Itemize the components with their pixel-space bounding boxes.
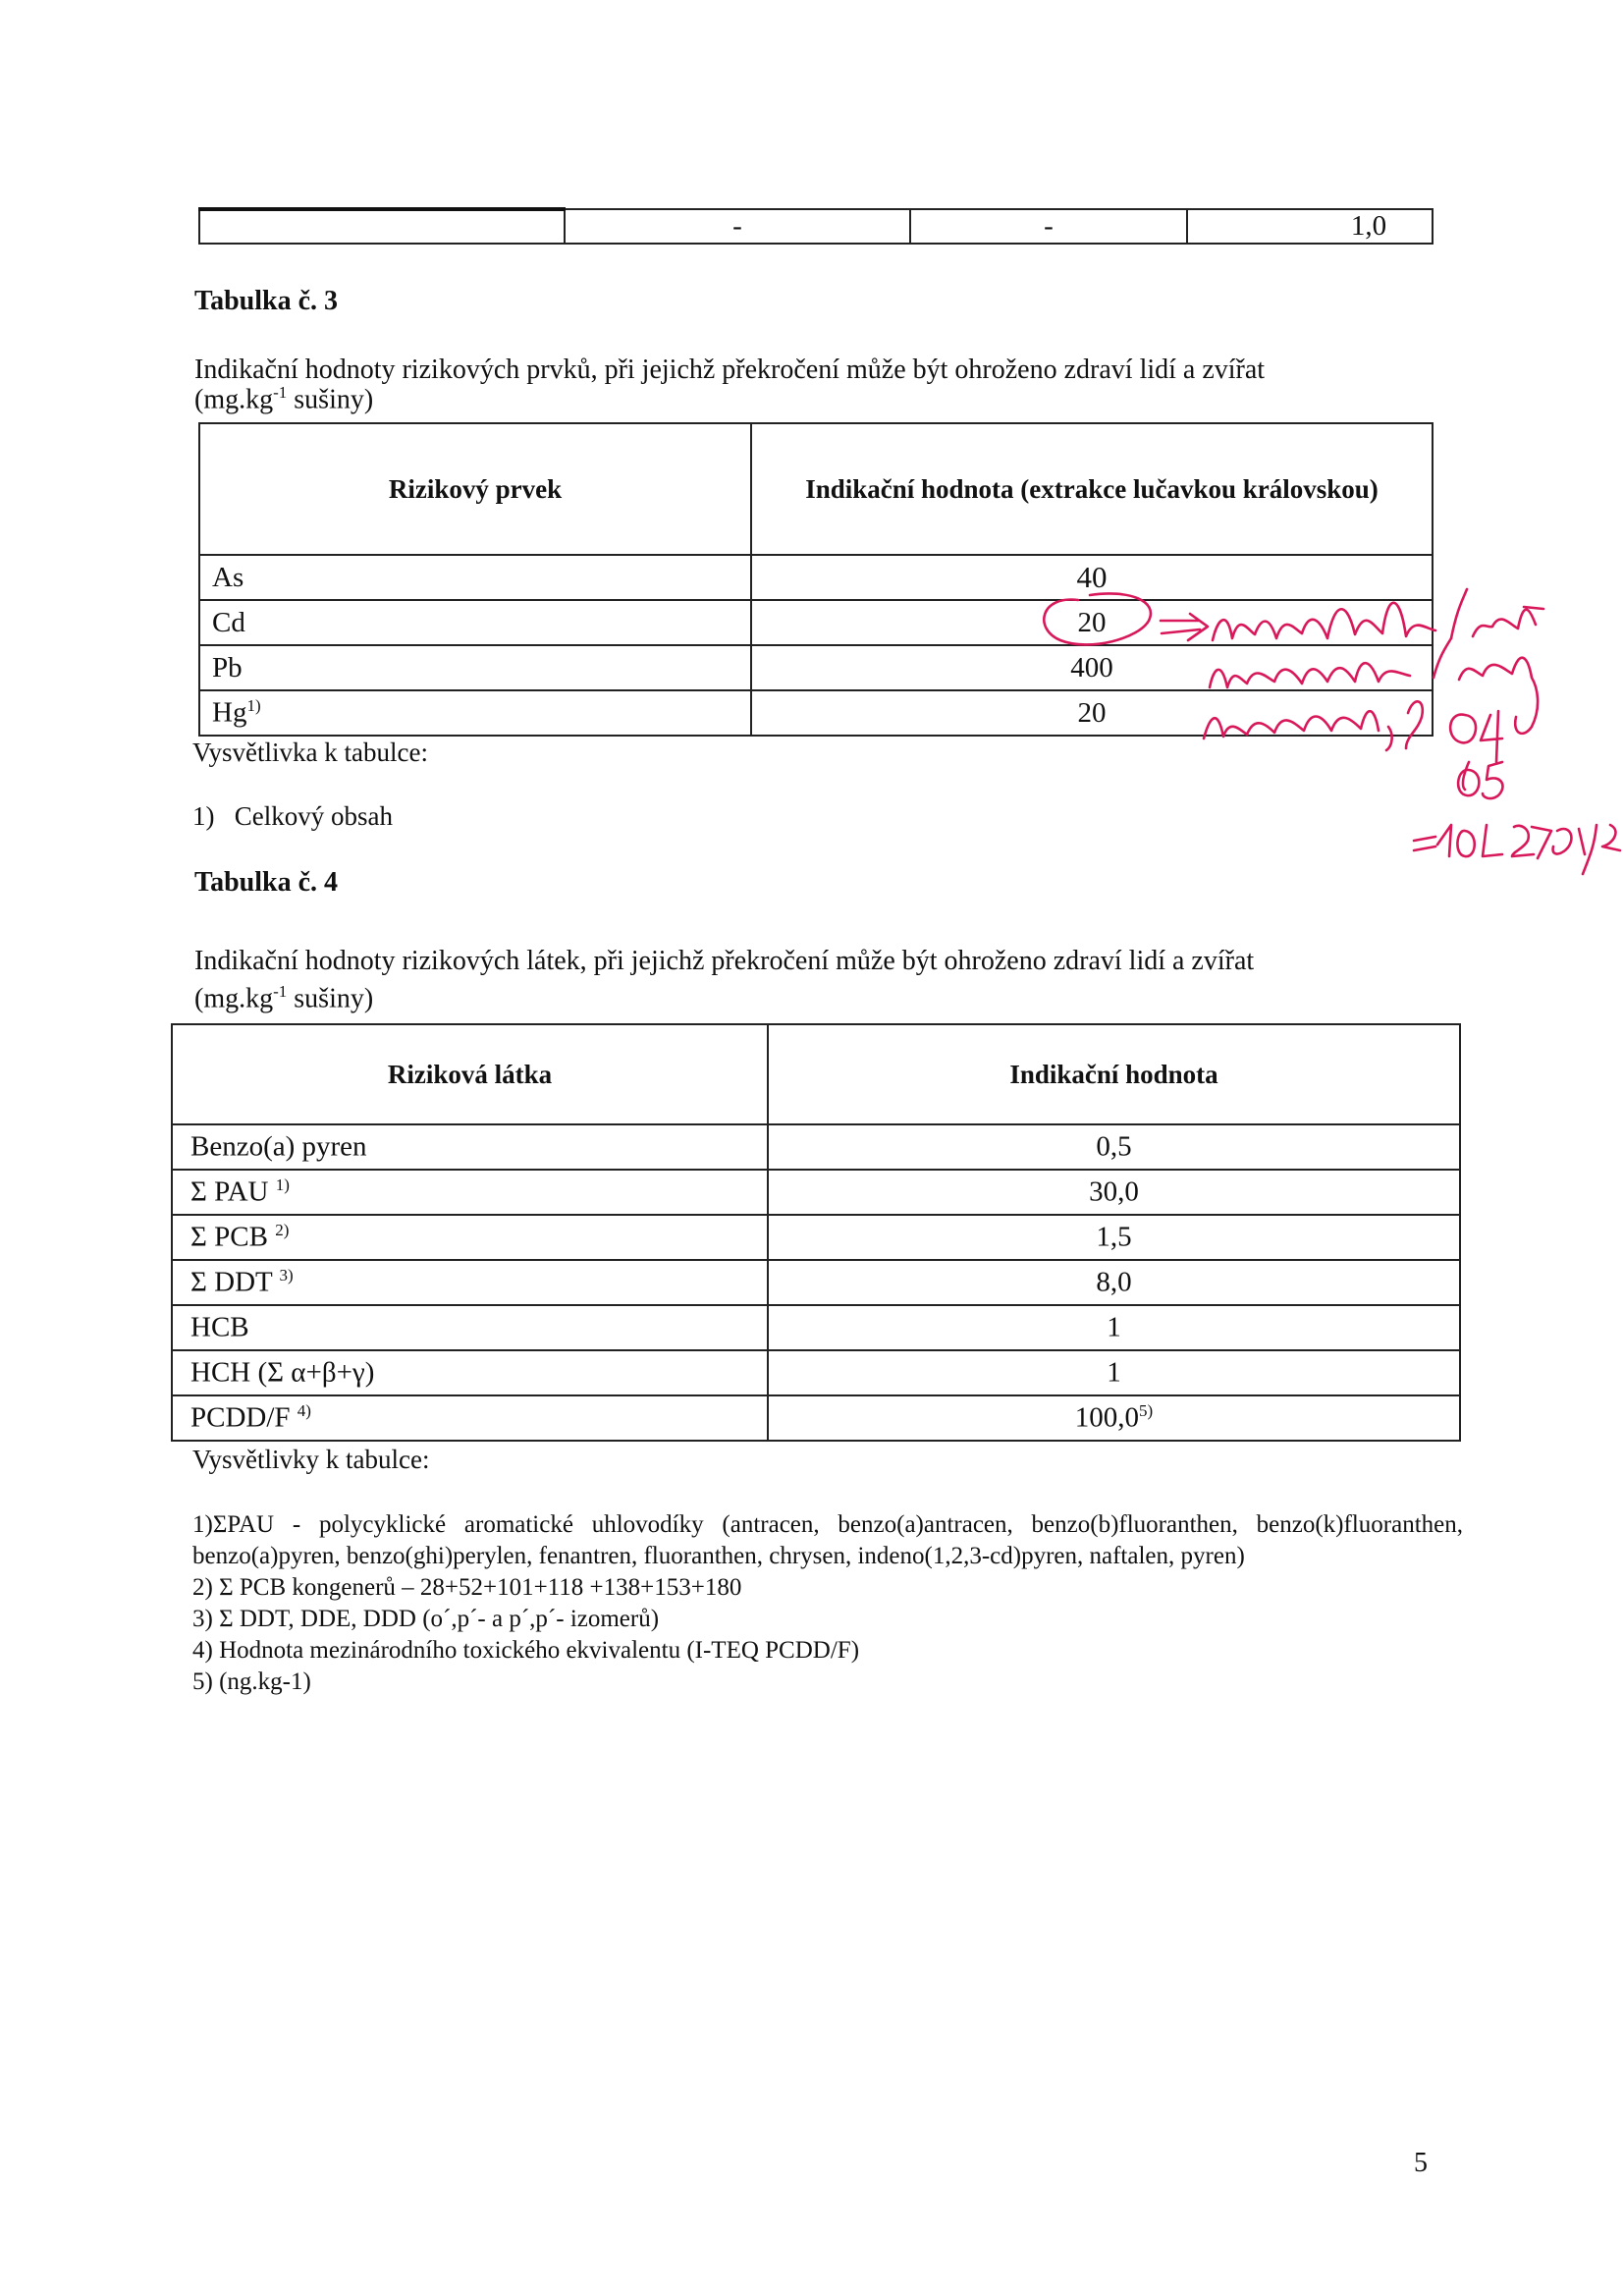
table4-title: Tabulka č. 4 — [194, 867, 339, 898]
table4-row-name: Σ PAU $^{1)}$ — [172, 1170, 768, 1215]
table3-unit-pre: (mg.kg — [194, 383, 274, 414]
table3-row-name: As — [199, 555, 751, 600]
top-cell-2: - — [565, 209, 910, 244]
table4-row-value: 1 — [768, 1305, 1460, 1350]
table3-row-value: 20 — [751, 600, 1433, 645]
table3-header-value: Indikační hodnota (extrakce lučavkou královskou) — [751, 423, 1433, 555]
table3-unit-sup: -1 — [273, 382, 288, 402]
table3-title: Tabulka č. 3 — [194, 286, 339, 316]
table3-header-element: Rizikový prvek — [199, 423, 751, 555]
table4-row-value: 30,0 — [768, 1170, 1460, 1215]
table3-legend-title: Vysvětlivka k tabulce: — [192, 738, 428, 767]
page-number: 5 — [1414, 2148, 1428, 2178]
table4-legend-title: Vysvětlivky k tabulce: — [192, 1445, 430, 1474]
table3-caption-line1: Indikační hodnoty rizikových prvků, při jejichž překročení může být ohroženo zdraví lidí a zvířat — [194, 355, 1266, 385]
table4-note-4: 4) Hodnota mezinárodního toxického ekvivalentu (I-TEQ PCDD/F) — [192, 1637, 860, 1664]
table4-row-value: 1 — [768, 1350, 1460, 1395]
table3-legend-item: 1) Celkový obsah — [192, 801, 393, 831]
table4-row-name: Benzo(a) pyren — [172, 1124, 768, 1170]
table3-row-value: 20 — [751, 690, 1433, 736]
table4-row-name: HCH (Σ α+β+γ) — [172, 1350, 768, 1395]
table3-unit-post: sušiny) — [287, 383, 374, 414]
table3-row-name: Cd — [199, 600, 751, 645]
table4-row-name: Σ PCB $^{2)}$ — [172, 1215, 768, 1260]
table4-row-value: 100,0$^{5)}$ — [768, 1395, 1460, 1441]
top-cell-4: 1,0 — [1187, 209, 1433, 244]
table4-row-value: 0,5 — [768, 1124, 1460, 1170]
table4-header-value: Indikační hodnota — [768, 1024, 1460, 1124]
table4-row-name: Σ DDT $^{3)}$ — [172, 1260, 768, 1305]
table3-row-value: 400 — [751, 645, 1433, 690]
table4-note-5: 5) (ng.kg-1) — [192, 1668, 311, 1695]
table4-row-name: HCB — [172, 1305, 768, 1350]
table4-unit-pre: (mg.kg — [194, 982, 274, 1013]
table4-caption-line1: Indikační hodnoty rizikových látek, při jejichž překročení může být ohroženo zdraví lidí a zvířat — [194, 946, 1255, 976]
table4-note-1: 1)ΣPAU - polycyklické aromatické uhlovodíky (antracen, benzo(a)antracen, benzo(b)fluoranthen, benzo(k)fluoranthen, benzo(a)pyren, benzo(ghi)perylen, fenantren, fluoranthen, chrysen, indeno(1,2,3-cd)pyren, naftalen, pyren) — [192, 1511, 1463, 1569]
table4-row-name: PCDD/F $^{4)}$ — [172, 1395, 768, 1441]
table3-row-name: Pb — [199, 645, 751, 690]
table4-note-3: 3) Σ DDT, DDE, DDD (o´,p´- a p´,p´- izomerů) — [192, 1606, 660, 1632]
table3-row-value: 40 — [751, 555, 1433, 600]
table4-note-2: 2) Σ PCB kongenerů – 28+52+101+118 +138+153+180 — [192, 1574, 742, 1601]
table3-row-name: Hg$^{1)}$ — [199, 690, 751, 736]
table4-unit-sup: -1 — [273, 981, 288, 1001]
table4-header-substance: Riziková látka — [172, 1024, 768, 1124]
table4-row-value: 1,5 — [768, 1215, 1460, 1260]
top-cell-3: - — [910, 209, 1187, 244]
table4-row-value: 8,0 — [768, 1260, 1460, 1305]
table4-unit-post: sušiny) — [287, 982, 374, 1013]
